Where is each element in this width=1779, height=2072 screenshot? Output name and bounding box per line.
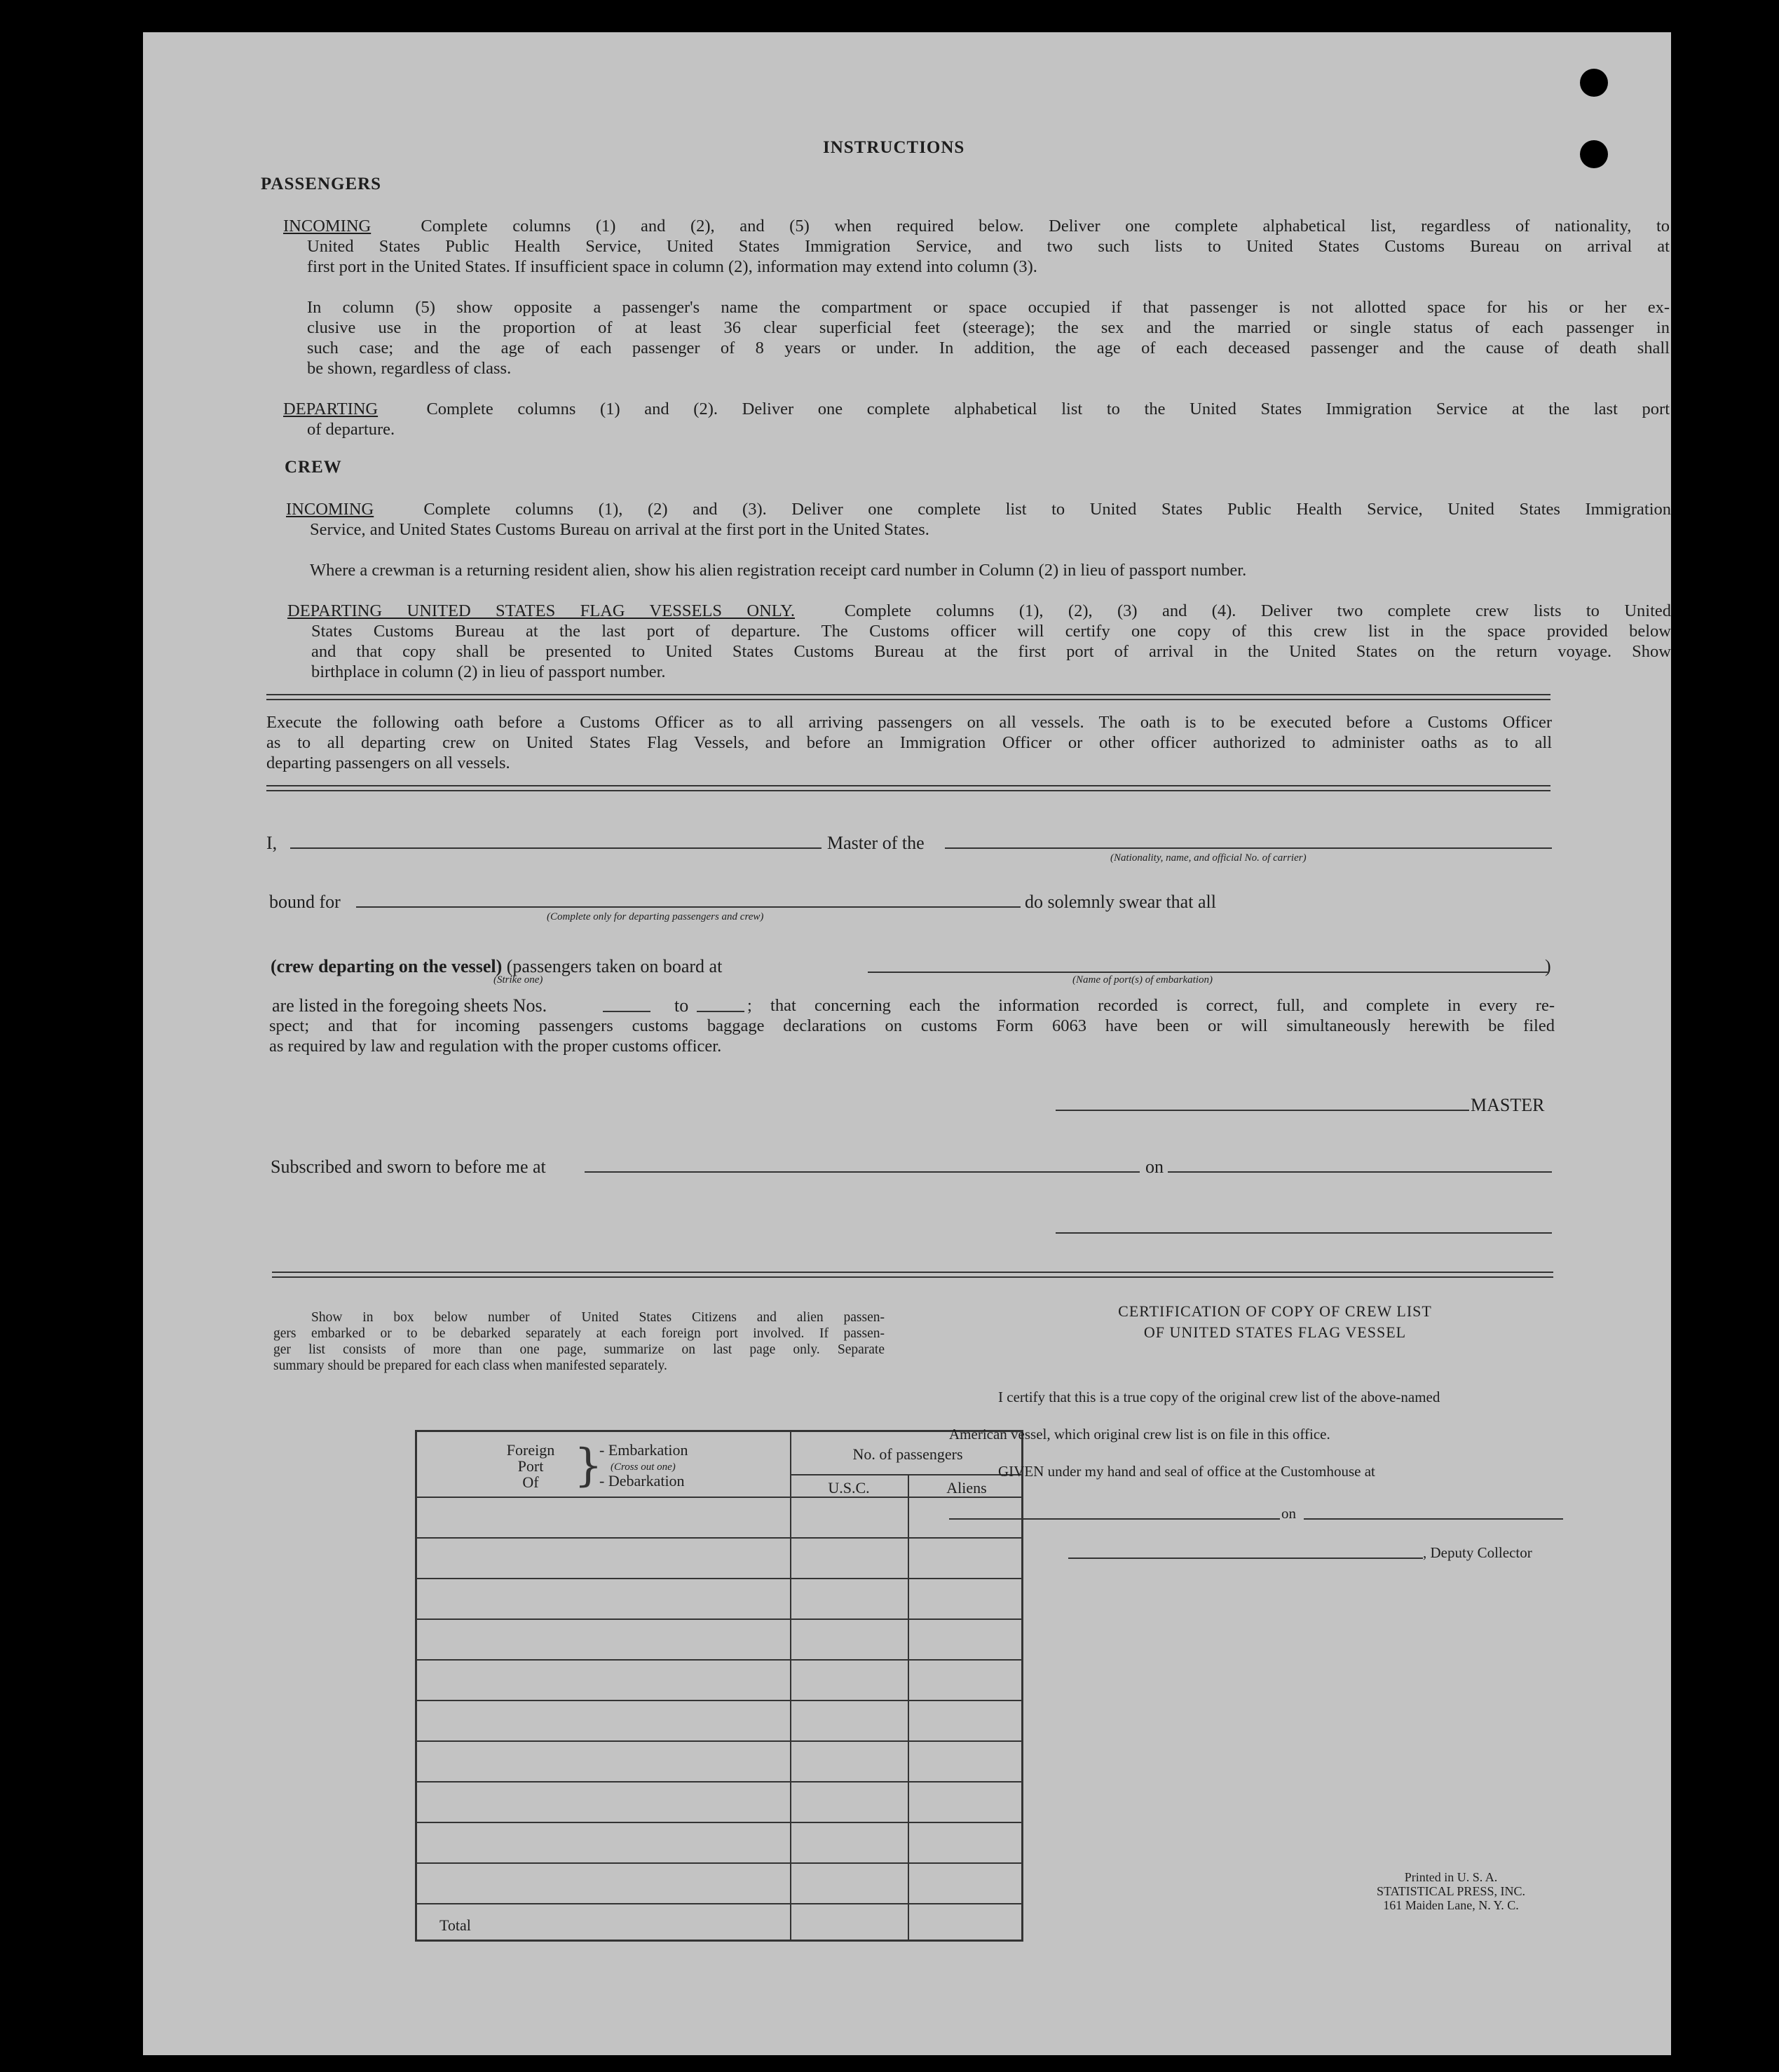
sheets-text: are listed in the foregoing sheets Nos.	[272, 995, 547, 1016]
debarkation-option: - Debarkation	[599, 1472, 685, 1490]
crew-departing-label: DEPARTING UNITED STATES FLAG VESSELS ONLY.	[287, 601, 795, 620]
crew-heading: CREW	[285, 458, 342, 477]
subscribed-label: Subscribed and sworn to before me at	[271, 1157, 546, 1177]
ports-note: (Name of port(s) of embarkation)	[1072, 974, 1213, 986]
sworn-date-field[interactable]	[1168, 1171, 1552, 1173]
divider	[266, 694, 1550, 700]
passengers-heading: PASSENGERS	[261, 175, 382, 193]
foreign-header: Foreign	[506, 1441, 555, 1459]
sheet-to-field[interactable]	[697, 1011, 744, 1012]
passenger-summary-table: Foreign Port Of } - Embarkation (Cross out one) - Debarkation No. of passengers U.S.C. Aliens Total	[415, 1430, 1023, 1942]
certification-date-field[interactable]	[1304, 1518, 1563, 1520]
aliens-header: Aliens	[946, 1479, 987, 1497]
total-label: Total	[439, 1916, 471, 1934]
bound-note: (Complete only for departing passengers and crew)	[547, 911, 764, 922]
returning-resident-text: Where a crewman is a returning resident alien, show his alien registration receipt card number in Column (2) in lieu of passport number.	[310, 561, 1247, 580]
crew-departing-text: DEPARTING UNITED STATES FLAG VESSELS ONLY. Complete columns (1), (2), (3) and (4). Deliver two complete crew lists to United	[287, 601, 1672, 620]
brace-icon: }	[574, 1440, 603, 1492]
deputy-signature-field[interactable]	[1068, 1558, 1423, 1559]
incoming-label: INCOMING	[283, 217, 372, 236]
officer-signature-field[interactable]	[1056, 1232, 1552, 1234]
strike-note: (Strike one)	[493, 974, 543, 986]
certification-title: CERTIFICATION OF COPY OF CREW LIST	[1118, 1302, 1432, 1320]
master-signature-field[interactable]	[1056, 1110, 1469, 1111]
certify-text: I certify that this is a true copy of the original crew list of the above-named	[998, 1389, 1440, 1405]
embarkation-option: - Embarkation	[599, 1441, 688, 1459]
customhouse-field[interactable]	[949, 1518, 1280, 1520]
master-name-field[interactable]	[290, 847, 822, 849]
divider	[266, 785, 1550, 791]
given-text: GIVEN under my hand and seal of office at the Customhouse at	[998, 1463, 1375, 1480]
embarkation-ports-field[interactable]	[868, 972, 1548, 973]
punch-hole	[1580, 140, 1608, 168]
crew-departing-option: (crew departing on the vessel) (passengers taken on board at	[271, 956, 723, 976]
sworn-on-label: on	[1145, 1157, 1164, 1177]
bound-for-label: bound for	[269, 892, 341, 912]
oath-i-label: I,	[266, 833, 278, 853]
page-title: INSTRUCTIONS	[823, 138, 965, 157]
divider	[272, 1272, 1553, 1278]
cross-out-note: (Cross out one)	[611, 1461, 676, 1473]
master-label: MASTER	[1471, 1095, 1545, 1115]
passengers-departing-text: DEPARTING Complete columns (1) and (2). Deliver one complete alphabetical list to the United States Immigration Service at the last port	[283, 400, 1670, 418]
oath-instructions: Execute the following oath before a Customs Officer as to all arriving passengers on all vessels. The oath is to be executed before a Customs Officer	[266, 713, 1552, 732]
usc-header: U.S.C.	[828, 1479, 870, 1497]
departing-label: DEPARTING	[283, 400, 379, 418]
no-passengers-header: No. of passengers	[852, 1445, 963, 1463]
carrier-field[interactable]	[945, 847, 1552, 849]
punch-hole	[1580, 69, 1608, 97]
certification-on-label: on	[1281, 1505, 1296, 1522]
master-of-label: Master of the	[827, 833, 925, 853]
carrier-note: (Nationality, name, and official No. of carrier)	[1110, 852, 1307, 864]
form-sheet: INSTRUCTIONS PASSENGERS INCOMING Complete columns (1) and (2), and (5) when required below. Deliver one complete alphabetical list, regardless of nationality, to United States Public Health Service, United States Immigration Service, and two such lists to United States Customs Bureau on arrival at first port in the United States. If insufficient space in column (2), information may extend into column (3). In column (5) show opposite a passenger's name the compartment or space occupied if that passenger is not allotted space for his or her ex- clusive use in the proportion of at least 36 clear superficial feet (steerage); the sex and the married or single status of each passenger in such case; and the age of each passenger of 8 years or under. In addition, the age of each deceased passenger and the cause of death shall be shown, regardless of class. DEPARTING Complete columns (1) and (2). Deliver one complete alphabetical list to the United States Immigration Service at the last port of departure. CREW INCOMING Complete columns (1), (2) and (3). Deliver one complete list to United States Public Health Service, United States Immigration Service, and United States Customs Bureau on arrival at the first port in the United States. Where a crewman is a returning resident alien, show his alien registration receipt card number in Column (2) in lieu of passport number. DEPARTING UNITED STATES FLAG VESSELS ONLY. Complete columns (1), (2), (3) and (4). Deliver two complete crew lists to United States Customs Bureau at the last port of departure. The Customs officer will certify one copy of this crew list in the space provided below and that copy shall be presented to United States Customs Bureau at the first port of arrival in the United States on the return voyage. Show birthplace in column (2) in lieu of passport number. Execute the following oath before a Customs Officer as to all arriving passengers on all vessels. The oath is to be executed before a Customs Officer as to all departing crew on United States Flag Vessels, and before an Immigration Officer or other officer authorized to administer oaths as to all departing passengers on all vessels. I, Master of the (Nationality, name, and official No. of carrier) bound for (Complete only for departing passengers and crew) do solemnly swear that all (crew departing on the vessel) (passengers taken on board at (Strike one) (Name of port(s) of embarkation) ) are listed in the foregoing sheets Nos. to ; that concerning each the information recorded is correct, full, and complete in every re- spect; and that for incoming passengers customs baggage declarations on customs Form 6063 have been or will simultaneously herewith be filed as required by law and regulation with the proper customs officer. MASTER Subscribed and sworn to before me at on Show in box below number of United States Citizens and alien passen- gers embarked or to be debarked separately at each foreign port involved. If passen- ger list consists of more than one page, summarize on last page only. Separate summary should be prepared for each class when manifested separately. Foreign Port Of } - Embarkation (Cross out one) - Debarkation No. of passengers U.S.C. Aliens Total CERTIFICATION OF COPY OF CREW LIST OF UNITED STATES FLAG VESSEL I certify that this is a true copy of the original crew list of the above-named American vessel, which original crew list is on file in this office. GIVEN under my hand and seal of office at the Customhouse at on , Deputy Collector Printed in U. S. A. STATISTICAL PRESS, INC. 161 Maiden Lane, N. Y. C.	[143, 32, 1671, 2055]
deputy-collector-label: , Deputy Collector	[1423, 1544, 1532, 1561]
sworn-place-field[interactable]	[585, 1171, 1140, 1173]
swear-text: do solemnly swear that all	[1025, 892, 1216, 912]
sheet-from-field[interactable]	[603, 1011, 650, 1012]
crew-incoming-label: INCOMING	[286, 500, 374, 519]
passengers-incoming-text: INCOMING Complete columns (1) and (2), and (5) when required below. Deliver one complete alphabetical list, regardless of nationality, to	[283, 217, 1670, 236]
column5-text: In column (5) show opposite a passenger's name the compartment or space occupied if that passenger is not allotted space for his or her ex-	[307, 298, 1670, 317]
summary-instructions: Show in box below number of United States Citizens and alien passen-	[311, 1310, 885, 1325]
crew-incoming-text: INCOMING Complete columns (1), (2) and (3). Deliver one complete list to United States Public Health Service, United States Immigration	[286, 500, 1672, 519]
printer-imprint: Printed in U. S. A.	[1404, 1870, 1498, 1884]
bound-for-field[interactable]	[356, 906, 1021, 908]
